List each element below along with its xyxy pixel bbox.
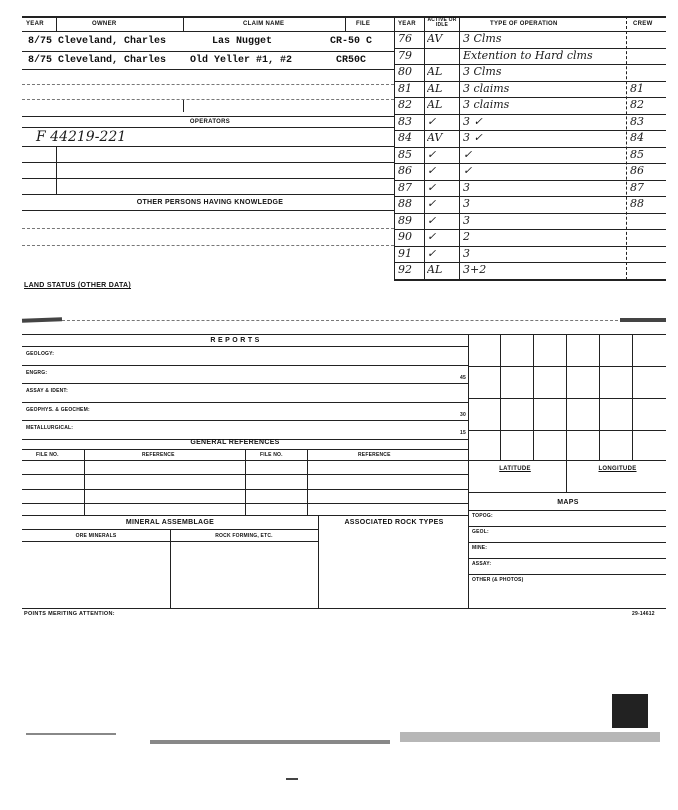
col-reference-2: REFERENCE [358, 452, 391, 458]
op-status: AL [427, 82, 443, 95]
op-type: 3 [463, 181, 470, 194]
op-type: ✓ [463, 164, 473, 177]
op-year: 80 [398, 65, 412, 78]
op-type: Extention to Hard clms [463, 49, 593, 62]
operator-entry: F 44219-221 [36, 129, 127, 145]
header-file: FILE [356, 21, 371, 27]
op-crew: 82 [630, 98, 644, 111]
rock-forming-label: ROCK FORMING, ETC. [215, 533, 273, 539]
map-row-label: GEOL: [472, 529, 489, 535]
op-status: AL [427, 263, 443, 276]
claim-file-2: CR50C [336, 55, 367, 66]
header-claim-name: CLAIM NAME [243, 21, 285, 27]
maps-title: MAPS [557, 499, 579, 506]
op-crew: 87 [630, 181, 644, 194]
op-status: ✓ [427, 230, 437, 243]
op-type: ✓ [463, 148, 473, 161]
map-row-label: ASSAY: [472, 561, 492, 567]
op-type: 3+2 [463, 263, 487, 276]
op-year: 91 [398, 247, 412, 260]
op-type: 3 claims [463, 98, 510, 111]
map-row-label: TOPOG: [472, 513, 493, 519]
ore-minerals-label: ORE MINERALS [75, 533, 117, 539]
op-year: 89 [398, 214, 412, 227]
col-file-no-2: FILE NO. [260, 452, 283, 458]
op-status: ✓ [427, 214, 437, 227]
claim-file-1: CR-50 C [330, 36, 373, 47]
op-type: 3 [463, 247, 470, 260]
op-year: 81 [398, 82, 412, 95]
op-status: ✓ [427, 181, 437, 194]
report-row-label: ENGRG: [26, 370, 48, 376]
op-year: 92 [398, 263, 412, 276]
op-type: 3 [463, 214, 470, 227]
report-row-label: ASSAY & IDENT: [26, 388, 68, 394]
header-type-of-operation: TYPE OF OPERATION [490, 21, 558, 27]
map-row-label: OTHER (& PHOTOS) [472, 577, 524, 583]
op-year: 85 [398, 148, 412, 161]
operators-label: OPERATORS [189, 119, 231, 125]
op-type: 3 ✓ [463, 131, 483, 144]
op-status: ✓ [427, 115, 437, 128]
op-status: AV [427, 131, 443, 144]
reports-title: R E P O R T S [210, 337, 260, 344]
claim-name-1: Las Nugget [212, 36, 273, 47]
op-status: ✓ [427, 247, 437, 260]
op-crew: 88 [630, 197, 644, 210]
report-row-label: GEOPHYS. & GEOCHEM: [26, 407, 90, 413]
op-type: 3 Clms [463, 65, 502, 78]
op-type: 3 ✓ [463, 115, 483, 128]
report-row-label: METALLURGICAL: [26, 425, 74, 431]
header-active-or-idle: ACTIVE OR IDLE [427, 17, 457, 28]
op-type: 3 claims [463, 82, 510, 95]
op-crew: 86 [630, 164, 644, 177]
op-year: 90 [398, 230, 412, 243]
mineral-assemblage-title: MINERAL ASSEMBLAGE [125, 519, 215, 526]
header-owner: OWNER [92, 21, 117, 27]
op-crew: 85 [630, 148, 644, 161]
op-year: 79 [398, 49, 412, 62]
report-row-code: 15 [460, 430, 466, 436]
map-row-label: MINE: [472, 545, 488, 551]
op-type: 2 [463, 230, 470, 243]
op-year: 83 [398, 115, 412, 128]
header-year-2: YEAR [398, 21, 416, 27]
associated-rock-types-label: ASSOCIATED ROCK TYPES [344, 519, 444, 526]
header-year: YEAR [26, 21, 44, 27]
report-row-code: 45 [460, 375, 466, 381]
op-crew: 81 [630, 82, 644, 95]
op-type: 3 Clms [463, 32, 502, 45]
claim-entry-2: 8/75 Cleveland, Charles [28, 55, 167, 66]
header-crew: CREW [633, 21, 653, 27]
op-year: 87 [398, 181, 412, 194]
op-status: AL [427, 65, 443, 78]
claim-entry-1: 8/75 Cleveland, Charles [28, 36, 167, 47]
op-year: 82 [398, 98, 412, 111]
op-year: 76 [398, 32, 412, 45]
report-row-label: GEOLOGY: [26, 351, 55, 357]
land-status-label: LAND STATUS (OTHER DATA) [24, 282, 132, 289]
op-crew: 84 [630, 131, 644, 144]
op-status: AL [427, 98, 443, 111]
points-meriting-attention-label: POINTS MERITING ATTENTION: [24, 611, 115, 617]
op-year: 88 [398, 197, 412, 210]
other-persons-label: OTHER PERSONS HAVING KNOWLEDGE [136, 199, 284, 206]
claim-name-2: Old Yeller #1, #2 [190, 55, 293, 66]
op-crew: 83 [630, 115, 644, 128]
op-status: ✓ [427, 148, 437, 161]
general-references-title: GENERAL REFERENCES [190, 439, 280, 446]
form-number: 29-14612 [632, 611, 655, 617]
op-status: AV [427, 32, 443, 45]
col-reference: REFERENCE [142, 452, 175, 458]
report-row-code: 30 [460, 412, 466, 418]
op-status: ✓ [427, 164, 437, 177]
op-year: 86 [398, 164, 412, 177]
col-file-no: FILE NO. [36, 452, 59, 458]
longitude-label: LONGITUDE [598, 466, 637, 472]
op-year: 84 [398, 131, 412, 144]
op-type: 3 [463, 197, 470, 210]
op-status: ✓ [427, 197, 437, 210]
latitude-label: LATITUDE [499, 466, 531, 472]
